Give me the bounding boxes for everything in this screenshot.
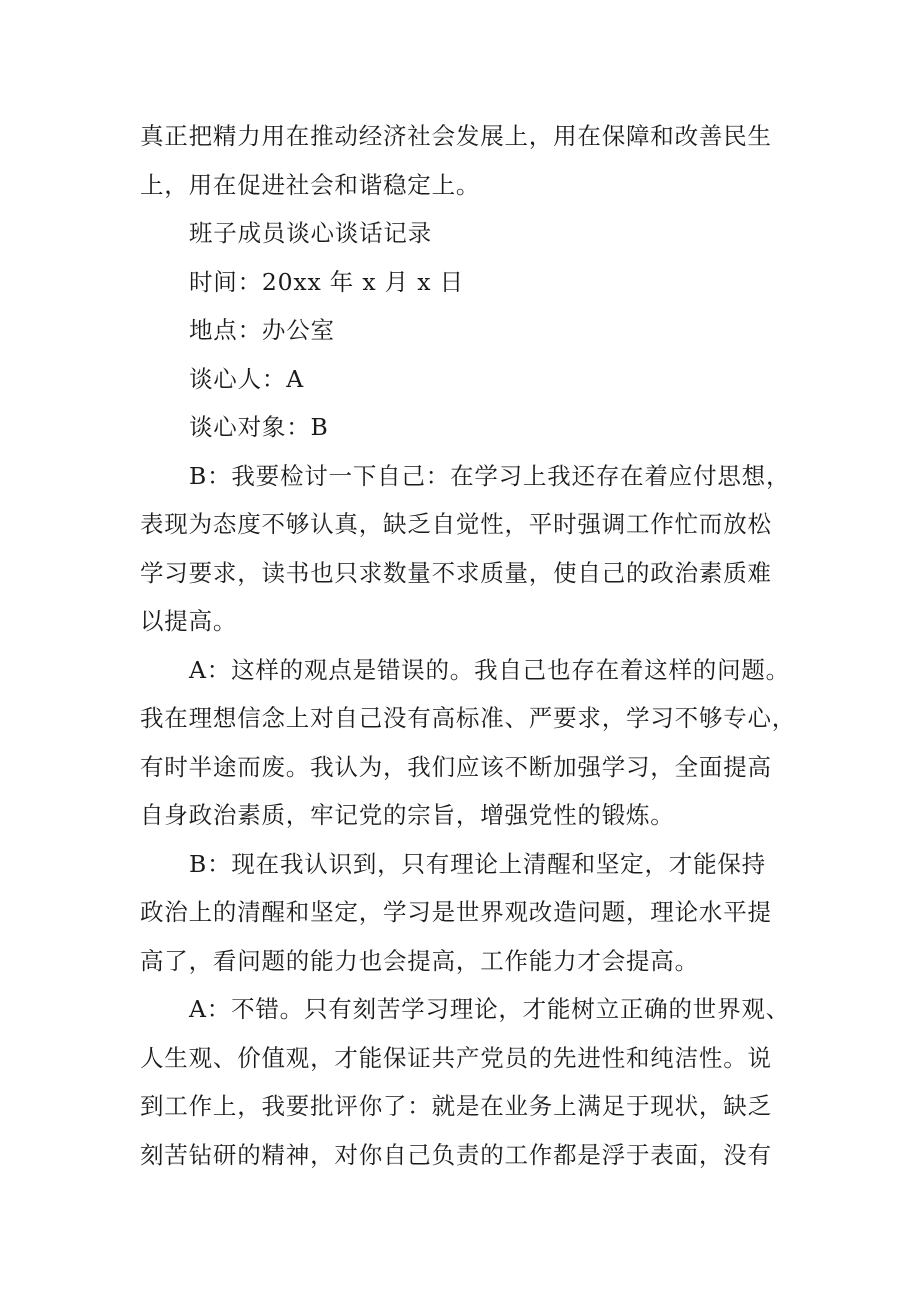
record-subject: 谈心对象：B	[189, 413, 329, 441]
text-line: B：我要检讨一下自己：在学习上我还存在着应付思想，	[189, 461, 791, 490]
text-line: 人生观、价值观，才能保证共产党员的先进性和纯洁性。说	[140, 1043, 772, 1072]
text-line: A：不错。只有刻苦学习理论，才能树立正确的世界观、	[189, 995, 790, 1023]
text-line: 真正把精力用在推动经济社会发展上，用在保障和改善民生	[140, 122, 772, 150]
text-line: 上，用在促进社会和谐稳定上。	[140, 170, 481, 199]
record-speaker: 谈心人：A	[189, 364, 304, 393]
text-line: 自身政治素质，牢记党的宗旨，增强党性的锻炼。	[140, 801, 675, 829]
text-line: 表现为态度不够认真，缺乏自觉性，平时强调工作忙而放松	[140, 510, 772, 538]
text-line: 高了，看问题的能力也会提高，工作能力才会提高。	[140, 946, 699, 975]
text-line: A：这样的观点是错误的。我自己也存在着这样的问题。	[189, 655, 790, 684]
text-line: 到工作上，我要批评你了：就是在业务上满足于现状，缺乏	[140, 1092, 772, 1120]
text-line: 刻苦钻研的精神，对你自己负责的工作都是浮于表面，没有	[140, 1140, 772, 1169]
text-line: 学习要求，读书也只求数量不求质量，使自己的政治素质难	[140, 558, 772, 587]
document-body	[140, 112, 797, 1179]
record-time: 时间：20xx 年 x 月 x 日	[189, 267, 464, 296]
text-line: 政治上的清醒和坚定，学习是世界观改造问题，理论水平提	[140, 898, 772, 926]
text-line: 有时半途而废。我认为，我们应该不断加强学习，全面提高	[140, 752, 772, 781]
text-line: 以提高。	[140, 607, 238, 635]
text-line: 我在理想信念上对自己没有高标准、严要求，学习不够专心，	[140, 704, 797, 732]
text-line: B：现在我认识到，只有理论上清醒和坚定，才能保持	[189, 849, 766, 878]
record-title: 班子成员谈心谈话记录	[189, 219, 432, 247]
record-location: 地点：办公室	[189, 316, 335, 344]
